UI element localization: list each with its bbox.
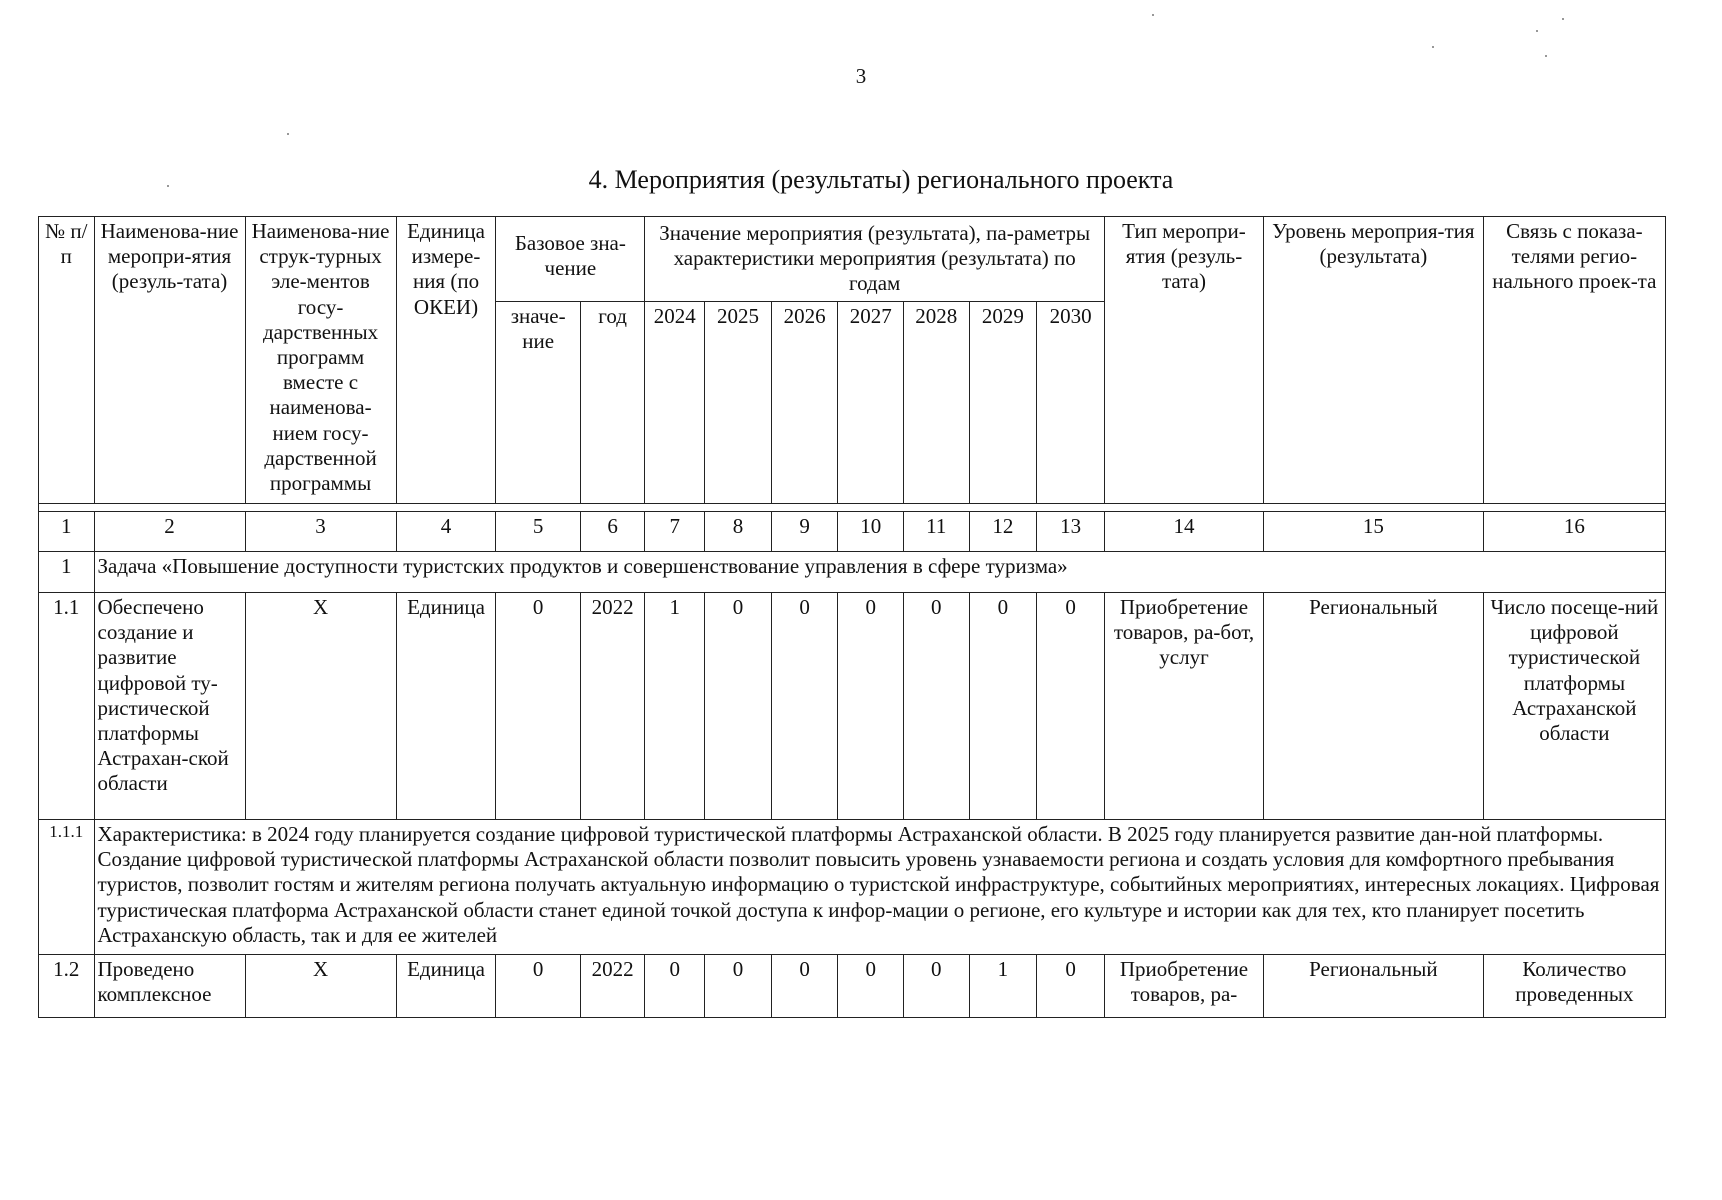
header-number: № п/п: [39, 217, 95, 504]
row-indicator-link: Число посеще-ний цифровой туристической платформы Астраханской области: [1483, 593, 1665, 820]
row-base-value: 0: [496, 593, 580, 820]
scan-speck: [1545, 55, 1547, 57]
column-number: 7: [645, 512, 705, 552]
row-year-value: 0: [1037, 955, 1105, 1018]
row-unit: Единица: [396, 593, 496, 820]
row-base-year: 2022: [580, 955, 644, 1018]
row-base-year: 2022: [580, 593, 644, 820]
characteristic-row: [39, 820, 1666, 955]
row-number: 1.2: [39, 955, 95, 1018]
header-year: 2025: [705, 302, 772, 504]
header-year: 2027: [838, 302, 904, 504]
column-number: 11: [904, 512, 970, 552]
scan-speck: [1152, 14, 1154, 16]
header-event-level: Уровень мероприя-тия (результата): [1263, 217, 1483, 504]
column-number: 16: [1483, 512, 1665, 552]
header-year: 2028: [904, 302, 970, 504]
header-yearly-values: Значение мероприятия (результата), па-раметры характеристики мероприятия (результата) по годам: [645, 217, 1105, 302]
scan-speck: [1432, 46, 1434, 48]
characteristic-text: Характеристика: в 2024 году планируется создание цифровой туристической платформы Астраханской области. В 2025 году планируется развитие дан-ной платформы. Создание цифровой туристической платформы Астраханской области позволит повысить уровень узнаваемости региона и создать условия для комфортного пребывания туристов, позволит гостям и жителям региона получать актуальную информацию о туристской инфраструктуре, событийных мероприятиях, интересных локациях. Цифровая туристическая платформа Астраханской области станет единой точкой доступа к инфор-мации о регионе, его культуре и истории как для тех, кто планирует посетить Астраханскую область, так и для ее жителей: [94, 820, 1665, 955]
row-base-value: 0: [496, 955, 580, 1018]
row-program: X: [245, 593, 396, 820]
header-year: 2030: [1037, 302, 1105, 504]
row-year-value: 0: [705, 593, 772, 820]
row-year-value: 0: [645, 955, 705, 1018]
row-event-level: Региональный: [1263, 955, 1483, 1018]
events-table: [38, 216, 1666, 1018]
header-separator: [39, 504, 1666, 512]
task-row: [39, 552, 1666, 593]
column-number: 2: [94, 512, 245, 552]
column-number: 15: [1263, 512, 1483, 552]
scan-speck: [1562, 18, 1564, 20]
row-unit: Единица: [396, 955, 496, 1018]
scan-speck: [167, 185, 169, 187]
header-unit: Единица измере-ния (по ОКЕИ): [396, 217, 496, 504]
task-text: Задача «Повышение доступности туристских продуктов и совершенствование управления в сфере туризма»: [94, 552, 1665, 593]
row-year-value: 0: [904, 593, 970, 820]
row-year-value: 0: [1037, 593, 1105, 820]
column-number: 12: [969, 512, 1037, 552]
column-number: 13: [1037, 512, 1105, 552]
task-number: 1: [39, 552, 95, 593]
row-event-type: Приобретение товаров, ра-бот, услуг: [1105, 593, 1264, 820]
row-year-value: 0: [969, 593, 1037, 820]
header-indicator-link: Связь с показа-телями регио-нального проек-та: [1483, 217, 1665, 504]
column-number: 4: [396, 512, 496, 552]
row-year-value: 1: [645, 593, 705, 820]
characteristic-number: 1.1.1: [39, 820, 95, 955]
row-program: X: [245, 955, 396, 1018]
row-event-name: Проведено комплексное: [94, 955, 245, 1018]
row-event-type: Приобретение товаров, ра-: [1105, 955, 1264, 1018]
column-number: 5: [496, 512, 580, 552]
section-title: 4. Мероприятия (результаты) регионального проекта: [588, 165, 1174, 194]
row-year-value: 0: [838, 593, 904, 820]
scan-speck: [1536, 30, 1538, 32]
column-number: 9: [771, 512, 838, 552]
header-event-name: Наименова-ние меропри-ятия (резуль-тата): [94, 217, 245, 504]
table-row: [39, 593, 1666, 820]
row-year-value: 1: [969, 955, 1037, 1018]
row-number: 1.1: [39, 593, 95, 820]
header-year: 2024: [645, 302, 705, 504]
column-number: 14: [1105, 512, 1264, 552]
header-event-type: Тип меропри-ятия (резуль-тата): [1105, 217, 1264, 504]
row-event-name: Обеспечено создание и развитие цифровой ту-ристической платформы Астрахан-ской области: [94, 593, 245, 820]
column-number: 10: [838, 512, 904, 552]
row-year-value: 0: [838, 955, 904, 1018]
row-year-value: 0: [705, 955, 772, 1018]
header-base-value: Базовое зна-чение: [496, 217, 645, 302]
table-row: [39, 955, 1666, 1018]
header-base-value-value: значе-ние: [496, 302, 580, 504]
column-number: 1: [39, 512, 95, 552]
scan-speck: [287, 133, 289, 135]
row-year-value: 0: [771, 593, 838, 820]
header-program-elements: Наименова-ние струк-турных эле-ментов госу-дарственных программ вместе с наименова-нием госу-дарственной программы: [245, 217, 396, 504]
header-year: 2026: [771, 302, 838, 504]
column-number: 6: [580, 512, 644, 552]
column-number: 8: [705, 512, 772, 552]
row-year-value: 0: [771, 955, 838, 1018]
header-year: 2029: [969, 302, 1037, 504]
row-year-value: 0: [904, 955, 970, 1018]
header-base-value-year: год: [580, 302, 644, 504]
page-number: 3: [855, 64, 867, 88]
row-indicator-link: Количество проведенных: [1483, 955, 1665, 1018]
column-number: 3: [245, 512, 396, 552]
row-event-level: Региональный: [1263, 593, 1483, 820]
column-numbers-row: [39, 512, 1666, 552]
